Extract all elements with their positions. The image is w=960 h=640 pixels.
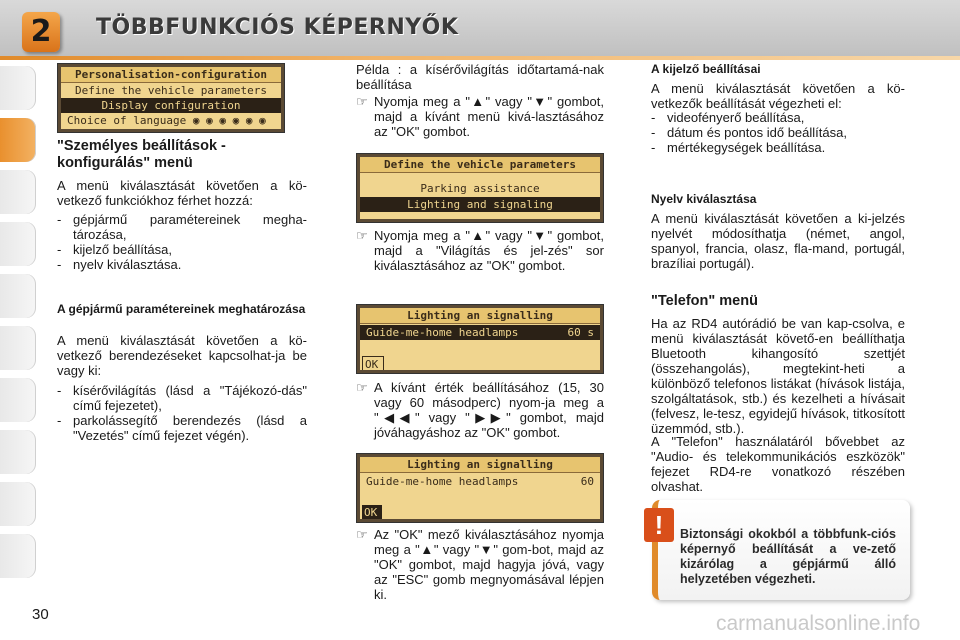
watermark: carmanualsonline.info <box>716 612 921 635</box>
lcd-row-label: Choice of language <box>67 114 187 127</box>
list-item-text: dátum és pontos idő beállítása, <box>667 125 847 140</box>
flag-icons: ◉ ◉ ◉ ◉ ◉ ◉ <box>192 114 266 127</box>
lcd-row: Parking assistance <box>420 182 540 195</box>
list-item-text: gépjármű paramétereinek megha-tározása, <box>73 212 307 242</box>
lcd-row <box>61 113 281 128</box>
step-text: A kívánt érték beállításához (15, 30 vagy 60 másodperc) nyom-ja meg a "◀◀" vagy "▶▶" gombot, majd jóváhagyáshoz az "OK" gombot. <box>374 380 604 440</box>
chapter-tab[interactable] <box>0 482 36 526</box>
lcd-row-selected: Lighting and signaling <box>360 197 600 212</box>
section-heading-language: Nyelv kiválasztása <box>651 192 757 206</box>
warning-icon: ! <box>644 508 674 542</box>
lcd-screen-vehicle-params <box>356 153 604 223</box>
list-item: - mértékegységek beállítása. <box>651 140 826 155</box>
list <box>57 383 307 443</box>
lcd-row-selected <box>360 325 600 340</box>
section-heading-personal: "Személyes beállítások - konfigurálás" menü <box>57 138 226 171</box>
lcd-header: Define the vehicle parameters <box>360 157 600 173</box>
list-item-text: nyelv kiválasztása. <box>73 257 182 272</box>
hand-pointer-icon: ☞ <box>356 94 368 109</box>
hand-pointer-icon: ☞ <box>356 380 368 395</box>
paragraph: A "Telefon" használatáról bővebbet az "Audio- és telekommunikációs eszközök" fejezet RD4-re vonatkozó részében olvashat. <box>651 434 905 494</box>
step-text: Nyomja meg a "▲" vagy "▼" gombot, majd a "Világítás és jel-zés" sor kiválasztásához az "OK" gombot. <box>374 228 604 273</box>
chapter-tab[interactable] <box>0 274 36 318</box>
list-item: - kijelző beállítása, <box>57 242 172 257</box>
ok-field-selected: OK <box>362 505 382 519</box>
lcd-row <box>360 474 600 489</box>
list-item-text: mértékegységek beállítása. <box>667 140 826 155</box>
chapter-tab[interactable] <box>0 534 36 578</box>
paragraph: A menü kiválasztását követően a kö-vetkező funkciókhoz férhet hozzá: <box>57 178 307 208</box>
lcd-row-label: Guide-me-home headlamps <box>366 475 519 488</box>
section-heading-params: A gépjármű paramétereinek meghatározása <box>57 302 306 316</box>
list-item: - nyelv kiválasztása. <box>57 257 182 272</box>
lcd-value: 60 s <box>567 326 594 339</box>
lcd-screen-lighting-1 <box>356 304 604 374</box>
paragraph: A menü kiválasztását követően a kö-vetkező berendezéseket kapcsolhat-ja be vagy ki: <box>57 333 307 378</box>
chapter-number: 2 <box>22 12 60 52</box>
list-item-text: videofényerő beállítása, <box>667 110 805 125</box>
lcd-screen-personalisation <box>57 63 285 133</box>
lcd-value: 60 <box>580 475 594 488</box>
list <box>651 110 905 155</box>
lcd-screen-lighting-2 <box>356 453 604 523</box>
lcd-row-label: Guide-me-home headlamps <box>366 326 519 339</box>
chapter-tab[interactable] <box>0 326 36 370</box>
section-heading-phone: "Telefon" menü <box>651 293 758 309</box>
lcd-row-selected: Display configuration <box>61 98 281 113</box>
paragraph: Ha az RD4 autórádió be van kap-csolva, e menü kiválasztását követő-en beállíthatja Bluetooth kihangosító szettjét (összehangolás), megtekint-heti a különböző telefonos listákat (hívások listája, szolgáltatások, stb.) és kezelheti a hívásait (felvesz, le-tesz, egyidejű hívások, titkosított üzemmód, stb.). <box>651 316 905 436</box>
lcd-row: Define the vehicle parameters <box>74 84 268 97</box>
ok-field: OK <box>362 356 384 370</box>
section-heading-display: A kijelző beállításai <box>651 62 761 76</box>
paragraph: A menü kiválasztását követően a kö-vetkezők beállítását végezheti el: <box>651 81 905 111</box>
paragraph: A menü kiválasztását követően a ki-jelzés nyelvét módosíthatja (német, angol, spanyol, francia, olasz, fla-mand, portugál, brazíliai portugál). <box>651 211 905 271</box>
chapter-tab-active[interactable] <box>0 118 36 162</box>
page-number: 30 <box>32 606 49 623</box>
step <box>356 94 604 139</box>
warning-text: Biztonsági okokból a többfunk-ciós képernyő beállítását a ve-zető kizárólag a gépjármű álló helyzetében végezheti. <box>680 527 896 586</box>
lcd-header: Lighting an signalling <box>360 308 600 324</box>
list-item: - kísérővilágítás (lásd a "Tájékozó-dás" című fejezetet), <box>57 383 307 413</box>
step-text: Nyomja meg a "▲" vagy "▼" gombot, majd a kívánt menü kivá-lasztásához az "OK" gombot. <box>374 94 604 139</box>
list-item: - videofényerő beállítása, <box>651 110 805 125</box>
list-item-text: kijelző beállítása, <box>73 242 172 257</box>
chapter-tab[interactable] <box>0 170 36 214</box>
lcd-header: Personalisation-configuration <box>61 67 281 83</box>
step-text: Az "OK" mező kiválasztásához nyomja meg a "▲" vagy "▼" gom-bot, majd az "OK" gombot, majd hagyja jóvá, vagy az "ESC" gomb megnyomásával lépjen ki. <box>374 527 604 602</box>
hand-pointer-icon: ☞ <box>356 228 368 243</box>
header-divider <box>0 56 960 60</box>
chapter-tab[interactable] <box>0 222 36 266</box>
list-item-text: kísérővilágítás (lásd a "Tájékozó-dás" című fejezetet), <box>73 383 307 413</box>
step <box>356 228 604 273</box>
lcd-header: Lighting an signalling <box>360 457 600 473</box>
example-intro: Példa : a kísérővilágítás időtartamá-nak beállítása <box>356 62 604 92</box>
chapter-tab[interactable] <box>0 378 36 422</box>
hand-pointer-icon: ☞ <box>356 527 368 542</box>
step <box>356 380 604 440</box>
page-title: TÖBBFUNKCIÓS KÉPERNYŐK <box>96 15 459 40</box>
chapter-tab[interactable] <box>0 430 36 474</box>
list <box>57 212 307 272</box>
list-item-text: parkolássegítő berendezés (lásd a "Vezetés" című fejezet végén). <box>73 413 307 443</box>
list-item: - parkolássegítő berendezés (lásd a "Vezetés" című fejezet végén). <box>57 413 307 443</box>
list-item: - gépjármű paramétereinek megha-tározása, <box>57 212 307 242</box>
list-item: - dátum és pontos idő beállítása, <box>651 125 847 140</box>
step <box>356 527 604 602</box>
chapter-tab[interactable] <box>0 66 36 110</box>
